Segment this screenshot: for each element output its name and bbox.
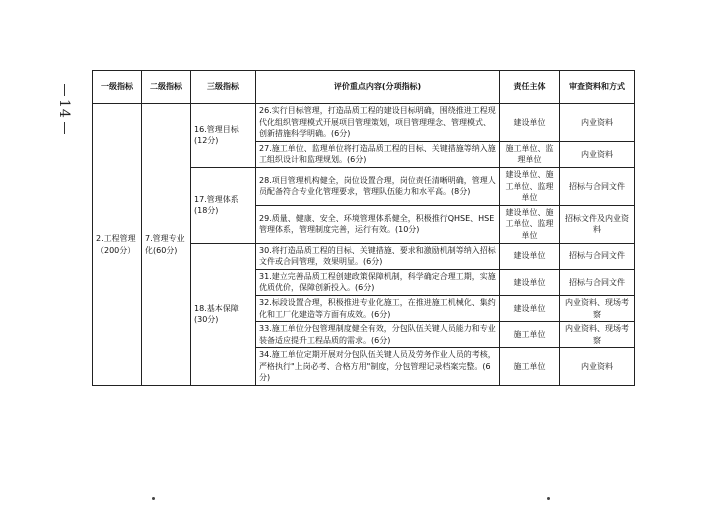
page-number bbox=[52, 74, 76, 144]
content-cell: 31.建立完善品质工程创建政策保障机制，科学确定合理工期，实施优质优价，保障创新投入。(6分) bbox=[256, 269, 500, 295]
party-cell: 施工单位 bbox=[500, 348, 560, 386]
content-cell: 28.项目管理机构健全，岗位设置合理，岗位责任清晰明确，管理人员配备符合专业化管理要求，管理队伍能力和水平高。(8分) bbox=[256, 167, 500, 205]
table-header-row bbox=[93, 71, 635, 104]
party-cell: 建设单位 bbox=[500, 104, 560, 142]
table-row bbox=[93, 104, 635, 142]
header-level1: 一级指标 bbox=[93, 71, 142, 104]
content-cell: 32.标段设置合理，积极推进专业化施工，在推进施工机械化、集约化和工厂化建造等方面有成效。(6分) bbox=[256, 295, 500, 321]
content-cell: 26.实行目标管理，打造品质工程的建设目标明确，围绕推进工程现代化组织管理模式开展项目管理策划，项目管理理念、管理模式、创新措施科学明确。(6分) bbox=[256, 104, 500, 142]
party-cell: 施工单位 bbox=[500, 322, 560, 348]
scan-speck bbox=[547, 497, 550, 500]
party-cell: 建设单位 bbox=[500, 295, 560, 321]
evaluation-table bbox=[92, 70, 635, 386]
review-cell: 招标文件及内业资料 bbox=[560, 205, 635, 243]
page-number-dash-top bbox=[64, 84, 65, 96]
page-number-text: 14 bbox=[56, 99, 72, 119]
review-cell: 内业资料 bbox=[560, 141, 635, 167]
header-party: 责任主体 bbox=[500, 71, 560, 104]
review-cell: 内业资料 bbox=[560, 348, 635, 386]
review-cell: 内业资料、现场考察 bbox=[560, 295, 635, 321]
party-cell: 建设单位、施工单位、监理单位 bbox=[500, 205, 560, 243]
content-cell: 33.施工单位分包管理制度健全有效，分包队伍关键人员能力和专业装备适应提升工程品质的需求。(6分) bbox=[256, 322, 500, 348]
content-cell: 27.施工单位、监理单位将打造品质工程的目标、关键措施等纳入施工组织设计和监理规划。(6分) bbox=[256, 141, 500, 167]
review-cell: 招标与合同文件 bbox=[560, 167, 635, 205]
content-cell: 34.施工单位定期开展对分包队伍关键人员及劳务作业人员的考核，严格执行"上岗必考、合格方用"制度，分包管理记录档案完整。(6分) bbox=[256, 348, 500, 386]
party-cell: 建设单位、施工单位、监理单位 bbox=[500, 167, 560, 205]
party-cell: 施工单位、监理单位 bbox=[500, 141, 560, 167]
content-cell: 30.将打造品质工程的目标、关键措施、要求和激励机制等纳入招标文件或合同管理，效果明显。(6分) bbox=[256, 243, 500, 269]
content-cell: 29.质量、健康、安全、环境管理体系健全，积极推行QHSE、HSE管理体系，管理制度完善，运行有效。(10分) bbox=[256, 205, 500, 243]
review-cell: 招标与合同文件 bbox=[560, 243, 635, 269]
review-cell: 内业资料 bbox=[560, 104, 635, 142]
level3-cell: 16.管理目标(12分) bbox=[191, 104, 256, 168]
page-number-dash-bottom bbox=[64, 122, 65, 134]
level3-cell: 18.基本保障(30分) bbox=[191, 243, 256, 386]
scan-speck bbox=[152, 497, 155, 500]
header-review: 审查资料和方式 bbox=[560, 71, 635, 104]
header-content: 评价重点内容(分项指标) bbox=[256, 71, 500, 104]
party-cell: 建设单位 bbox=[500, 243, 560, 269]
party-cell: 建设单位 bbox=[500, 269, 560, 295]
header-level3: 三级指标 bbox=[191, 71, 256, 104]
level2-cell: 7.管理专业化(60分) bbox=[142, 104, 191, 386]
header-level2: 二级指标 bbox=[142, 71, 191, 104]
review-cell: 内业资料、现场考察 bbox=[560, 322, 635, 348]
level1-cell: 2.工程管理（200分） bbox=[93, 104, 142, 386]
review-cell: 招标与合同文件 bbox=[560, 269, 635, 295]
level3-cell: 17.管理体系(18分) bbox=[191, 167, 256, 243]
